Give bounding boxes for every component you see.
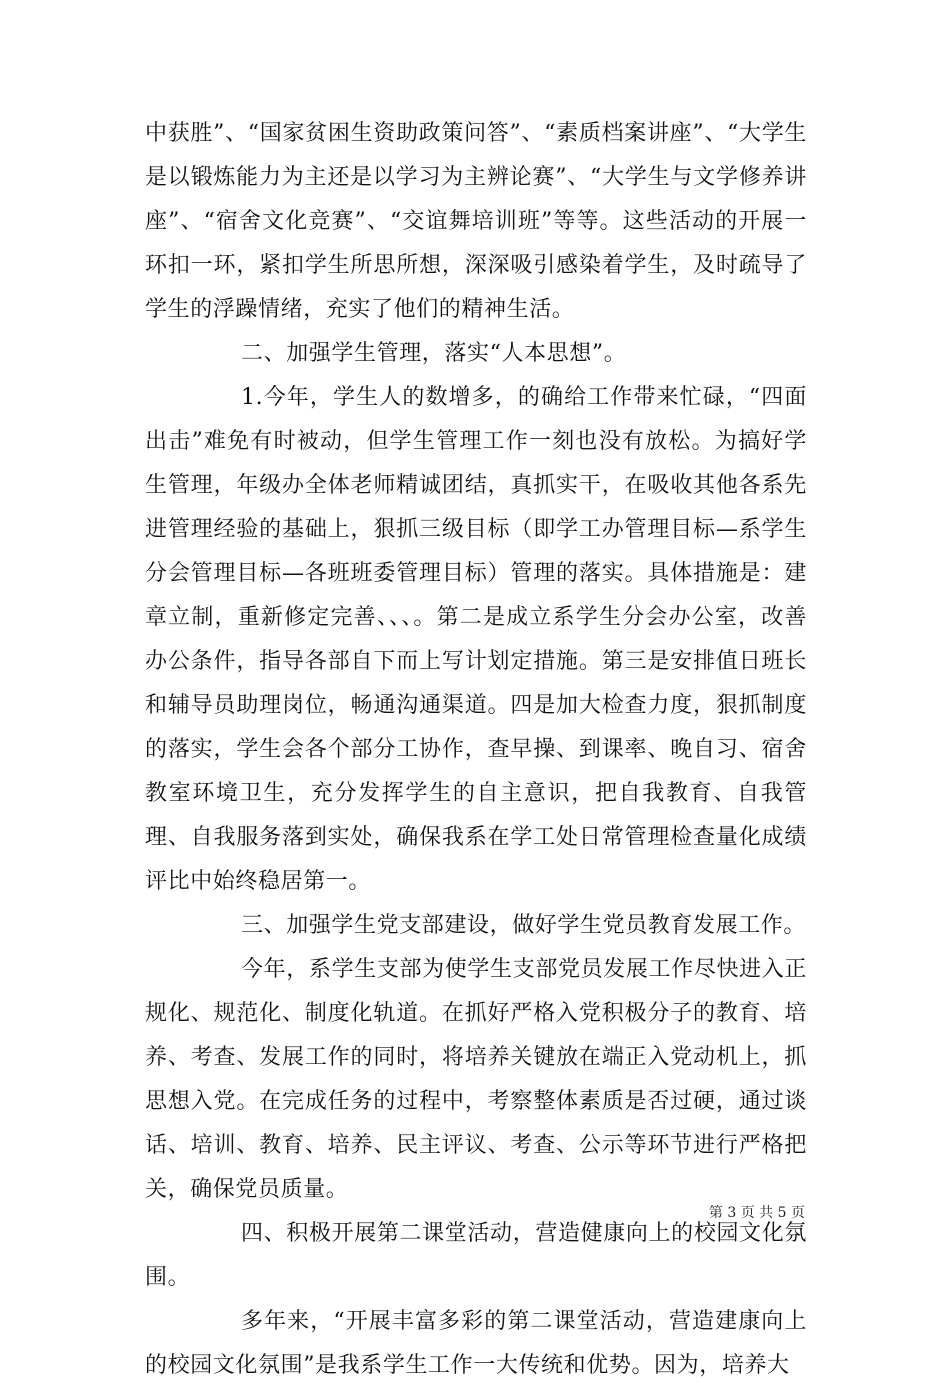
paragraph-section-4: 多年来，“开展丰富多彩的第二课堂活动，营造建康向上的校园文化氛围”是我系学生工作一大传统和优势。因为，培养大	[145, 1309, 807, 1378]
paragraph-section-3: 今年，系学生支部为使学生支部党员发展工作尽快进入正规化、规范化、制度化轨道。在抓好严格入党积极分子的教育、培养、考查、发展工作的同时，将培养关键放在端正入党动机上，抓思想入党。在完成任务的过程中，考察整体素质是否过硬，通过谈话、培训、教育、培养、民主评议、考查、公示等环节进行严格把关，确保党员质量。	[145, 957, 807, 1202]
section-heading-3: 三、加强学生党支部建设，做好学生党员教育发展工作。	[241, 913, 807, 938]
paragraph-continuation: 中获胜”、“国家贫困生资助政策问答”、“素质档案讲座”、“大学生是以锻炼能力为主还是以学习为主辨论赛”、“大学生与文学修养讲座”、“宿舍文化竞赛”、“交谊舞培训班”等等。这些活动的开展一环扣一环，紧扣学生所思所想，深深吸引感染着学生，及时疏导了学生的浮躁情绪，充实了他们的精神生活。	[145, 121, 807, 322]
section-heading-2: 二、加强学生管理，落实“人本思想”。	[241, 341, 627, 366]
paragraph-section-2-1: 1.今年，学生人的数增多，的确给工作带来忙碌，“四面出击”难免有时被动，但学生管理工作一刻也没有放松。为搞好学生管理，年级办全体老师精诚团结，真抓实干，在吸收其他各系先进管理经验的基础上，狠抓三级目标（即学工办管理目标—系学生分会管理目标—各班班委管理目标）管理的落实。具体措施是：建章立制，重新修定完善、、、。第二是成立系学生分会办公室，改善办公条件，指导各部自下而上写计划定措施。第三是安排值日班长和辅导员助理岗位，畅通沟通渠道。四是加大检查力度，狠抓制度的落实，学生会各个部分工协作，查早操、到课率、晚自习、宿舍教室环境卫生，充分发挥学生的自主意识，把自我教育、自我管理、自我服务落到实处，确保我系在学工处日常管理检查量化成绩评比中始终稳居第一。	[145, 385, 807, 894]
page-number-footer: 第 3 页 共 5 页	[708, 1205, 805, 1221]
section-heading-4: 四、积极开展第二课堂活动，营造健康向上的校园文化氛围。	[145, 1221, 807, 1290]
document-body	[145, 112, 807, 1388]
